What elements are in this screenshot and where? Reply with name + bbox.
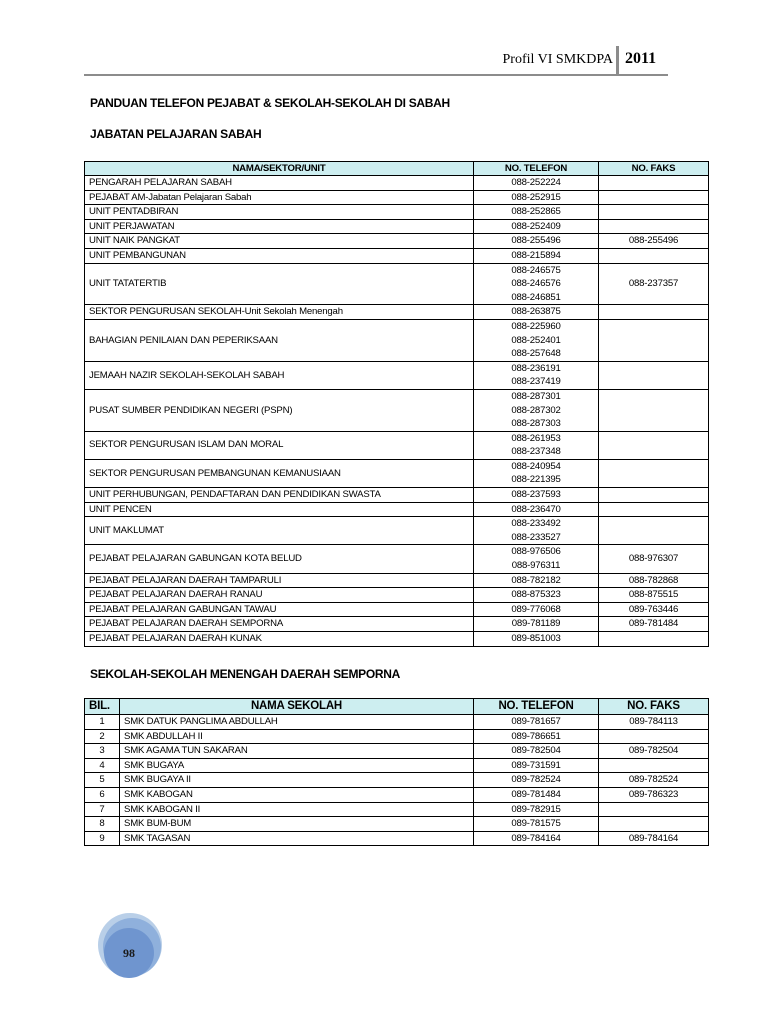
phone-number: 089-782915: [474, 802, 599, 817]
unit-name: UNIT PENTADBIRAN: [85, 205, 474, 220]
fax-number: [599, 361, 709, 389]
phone-number: 088-246576: [511, 278, 561, 290]
table-row: [85, 305, 709, 320]
fax-number: 089-786323: [599, 787, 709, 802]
phone-numbers: [474, 205, 599, 220]
phone-number: 089-786651: [474, 729, 599, 744]
phone-number: 088-233492: [511, 518, 561, 530]
fax-number: 088-237357: [599, 263, 709, 305]
table-row: [85, 773, 709, 788]
table-row: [85, 459, 709, 487]
fax-number: [599, 758, 709, 773]
phone-numbers: [474, 361, 599, 389]
phone-number: 088-287302: [511, 404, 561, 416]
unit-name: SEKTOR PENGURUSAN SEKOLAH-Unit Sekolah Menengah: [85, 305, 474, 320]
fax-number: [599, 817, 709, 832]
phone-number: 089-776068: [511, 603, 561, 615]
phone-numbers: [474, 176, 599, 191]
phone-number: 088-252401: [511, 334, 561, 346]
phone-number: 089-782504: [474, 744, 599, 759]
table-row: [85, 176, 709, 191]
fax-number: [599, 219, 709, 234]
unit-name: PEJABAT PELAJARAN DAERAH TAMPARULI: [85, 573, 474, 588]
table-row: [85, 617, 709, 632]
fax-number: [599, 459, 709, 487]
phone-number: 089-781484: [474, 787, 599, 802]
phone-number: 088-236191: [511, 362, 561, 374]
table-row: [85, 787, 709, 802]
table-row: [85, 205, 709, 220]
unit-name: UNIT TATATERTIB: [85, 263, 474, 305]
column-header-phone: NO. TELEFON: [474, 699, 599, 715]
phone-numbers: [474, 545, 599, 573]
fax-number: [599, 205, 709, 220]
phone-number: 088-252409: [511, 220, 561, 232]
phone-numbers: [474, 234, 599, 249]
row-number: 4: [85, 758, 120, 773]
phone-numbers: [474, 459, 599, 487]
phone-numbers: [474, 588, 599, 603]
row-number: 5: [85, 773, 120, 788]
phone-number: 088-252224: [511, 177, 561, 188]
fax-number: [599, 248, 709, 263]
fax-number: 088-255496: [599, 234, 709, 249]
table-row: [85, 319, 709, 361]
page-number-badge: [104, 928, 154, 978]
table-row: [85, 545, 709, 573]
column-header-fax: NO. FAKS: [599, 162, 709, 176]
school-name: SMK DATUK PANGLIMA ABDULLAH: [120, 715, 474, 730]
page-header: [0, 40, 768, 76]
phone-number: 088-263875: [511, 306, 561, 318]
phone-number: 089-731591: [474, 758, 599, 773]
table-row: [85, 361, 709, 389]
header-rule: [84, 74, 668, 76]
school-name: SMK AGAMA TUN SAKARAN: [120, 744, 474, 759]
sekolah-phone-table: [84, 698, 709, 846]
phone-number: 088-782182: [511, 574, 561, 586]
table-row: [85, 802, 709, 817]
phone-number: 089-784164: [474, 831, 599, 846]
row-number: 1: [85, 715, 120, 730]
column-header-school: NAMA SEKOLAH: [120, 699, 474, 715]
table-row: [85, 248, 709, 263]
phone-number: 089-781657: [474, 715, 599, 730]
phone-number: 088-257648: [511, 348, 561, 360]
unit-name: UNIT PEMBANGUNAN: [85, 248, 474, 263]
unit-name: UNIT PENCEN: [85, 502, 474, 517]
table-row: [85, 817, 709, 832]
fax-number: 089-781484: [599, 617, 709, 632]
fax-number: [599, 389, 709, 431]
school-name: SMK BUGAYA: [120, 758, 474, 773]
unit-name: UNIT NAIK PANGKAT: [85, 234, 474, 249]
fax-number: 089-784164: [599, 831, 709, 846]
row-number: 2: [85, 729, 120, 744]
unit-name: PEJABAT PELAJARAN GABUNGAN TAWAU: [85, 602, 474, 617]
phone-numbers: [474, 488, 599, 503]
school-name: SMK ABDULLAH II: [120, 729, 474, 744]
column-header-fax: NO. FAKS: [599, 699, 709, 715]
unit-name: PEJABAT PELAJARAN GABUNGAN KOTA BELUD: [85, 545, 474, 573]
phone-number: 088-252915: [511, 191, 561, 203]
phone-number: 089-782524: [474, 773, 599, 788]
fax-number: [599, 729, 709, 744]
jabatan-table-body: [85, 176, 709, 647]
unit-name: PEJABAT PELAJARAN DAERAH RANAU: [85, 588, 474, 603]
table-row: [85, 517, 709, 545]
fax-number: 088-976307: [599, 545, 709, 573]
phone-number: 088-246575: [511, 264, 561, 276]
fax-number: [599, 802, 709, 817]
unit-name: PEJABAT AM-Jabatan Pelajaran Sabah: [85, 190, 474, 205]
school-name: SMK KABOGAN: [120, 787, 474, 802]
unit-name: SEKTOR PENGURUSAN ISLAM DAN MORAL: [85, 431, 474, 459]
phone-numbers: [474, 517, 599, 545]
table-row: [85, 431, 709, 459]
fax-number: 088-782868: [599, 573, 709, 588]
phone-number: 088-240954: [511, 460, 561, 472]
phone-number: 088-225960: [511, 320, 561, 332]
table-row: [85, 831, 709, 846]
jabatan-phone-table: [84, 161, 709, 647]
phone-numbers: [474, 263, 599, 305]
table-row: [85, 219, 709, 234]
phone-number: 089-781575: [474, 817, 599, 832]
fax-number: 088-875515: [599, 588, 709, 603]
table-row: [85, 602, 709, 617]
unit-name: UNIT PERHUBUNGAN, PENDAFTARAN DAN PENDIDIKAN SWASTA: [85, 488, 474, 503]
fax-number: 089-784113: [599, 715, 709, 730]
table-row: [85, 263, 709, 305]
table-row: [85, 758, 709, 773]
row-number: 9: [85, 831, 120, 846]
school-name: SMK KABOGAN II: [120, 802, 474, 817]
school-name: SMK BUGAYA II: [120, 773, 474, 788]
table-header-row: [85, 162, 709, 176]
unit-name: PEJABAT PELAJARAN DAERAH SEMPORNA: [85, 617, 474, 632]
phone-number: 088-246851: [511, 291, 561, 303]
unit-name: PEJABAT PELAJARAN DAERAH KUNAK: [85, 632, 474, 647]
unit-name: UNIT PERJAWATAN: [85, 219, 474, 234]
phone-number: 089-851003: [511, 633, 561, 644]
school-name: SMK TAGASAN: [120, 831, 474, 846]
phone-numbers: [474, 319, 599, 361]
column-header-bil: BIL.: [85, 699, 120, 715]
phone-numbers: [474, 602, 599, 617]
unit-name: BAHAGIAN PENILAIAN DAN PEPERIKSAAN: [85, 319, 474, 361]
phone-number: 088-255496: [511, 235, 561, 247]
phone-numbers: [474, 305, 599, 320]
page-number: 98: [123, 945, 135, 960]
row-number: 6: [85, 787, 120, 802]
table-row: [85, 190, 709, 205]
fax-number: [599, 176, 709, 191]
column-header-phone: NO. TELEFON: [474, 162, 599, 176]
phone-numbers: [474, 502, 599, 517]
phone-number: 088-287303: [511, 418, 561, 430]
phone-number: 088-236470: [511, 503, 561, 515]
header-title: Profil VI SMKDPA: [502, 52, 613, 67]
row-number: 8: [85, 817, 120, 832]
main-heading: PANDUAN TELEFON PEJABAT & SEKOLAH-SEKOLAH DI SABAH: [90, 96, 450, 110]
fax-number: [599, 190, 709, 205]
table-row: [85, 488, 709, 503]
phone-numbers: [474, 219, 599, 234]
phone-numbers: [474, 431, 599, 459]
fax-number: 089-782524: [599, 773, 709, 788]
phone-number: 088-237593: [511, 489, 561, 501]
fax-number: [599, 502, 709, 517]
table-row: [85, 744, 709, 759]
fax-number: [599, 632, 709, 647]
phone-number: 088-976311: [511, 560, 561, 572]
table-row: [85, 573, 709, 588]
fax-number: [599, 305, 709, 320]
jabatan-heading: JABATAN PELAJARAN SABAH: [90, 127, 262, 141]
unit-name: JEMAAH NAZIR SEKOLAH-SEKOLAH SABAH: [85, 361, 474, 389]
header-year: 2011: [625, 50, 657, 67]
unit-name: PUSAT SUMBER PENDIDIKAN NEGERI (PSPN): [85, 389, 474, 431]
fax-number: [599, 319, 709, 361]
header-separator: [616, 46, 619, 76]
fax-number: [599, 488, 709, 503]
fax-number: [599, 517, 709, 545]
unit-name: SEKTOR PENGURUSAN PEMBANGUNAN KEMANUSIAAN: [85, 459, 474, 487]
phone-number: 088-976506: [511, 546, 561, 558]
phone-numbers: [474, 617, 599, 632]
phone-number: 088-287301: [511, 390, 561, 402]
unit-name: UNIT MAKLUMAT: [85, 517, 474, 545]
phone-number: 088-237419: [511, 376, 561, 388]
phone-numbers: [474, 632, 599, 647]
phone-numbers: [474, 190, 599, 205]
phone-number: 088-875323: [511, 589, 561, 601]
unit-name: PENGARAH PELAJARAN SABAH: [85, 176, 474, 191]
sekolah-heading: SEKOLAH-SEKOLAH MENENGAH DAERAH SEMPORNA: [90, 667, 401, 681]
row-number: 3: [85, 744, 120, 759]
phone-number: 088-215894: [511, 249, 561, 261]
table-row: [85, 729, 709, 744]
fax-number: 089-782504: [599, 744, 709, 759]
phone-number: 089-781189: [511, 618, 561, 630]
table-row: [85, 502, 709, 517]
school-name: SMK BUM-BUM: [120, 817, 474, 832]
table-header-row: [85, 699, 709, 715]
table-row: [85, 588, 709, 603]
phone-numbers: [474, 389, 599, 431]
table-row: [85, 632, 709, 647]
table-row: [85, 715, 709, 730]
fax-number: 089-763446: [599, 602, 709, 617]
table-row: [85, 389, 709, 431]
sekolah-table-body: [85, 715, 709, 846]
table-row: [85, 234, 709, 249]
phone-number: 088-261953: [511, 432, 561, 444]
phone-number: 088-252865: [511, 206, 561, 218]
phone-number: 088-221395: [511, 474, 561, 486]
column-header-name: NAMA/SEKTOR/UNIT: [85, 162, 474, 176]
phone-numbers: [474, 248, 599, 263]
fax-number: [599, 431, 709, 459]
phone-number: 088-233527: [511, 531, 561, 543]
row-number: 7: [85, 802, 120, 817]
phone-number: 088-237348: [511, 446, 561, 458]
phone-numbers: [474, 573, 599, 588]
